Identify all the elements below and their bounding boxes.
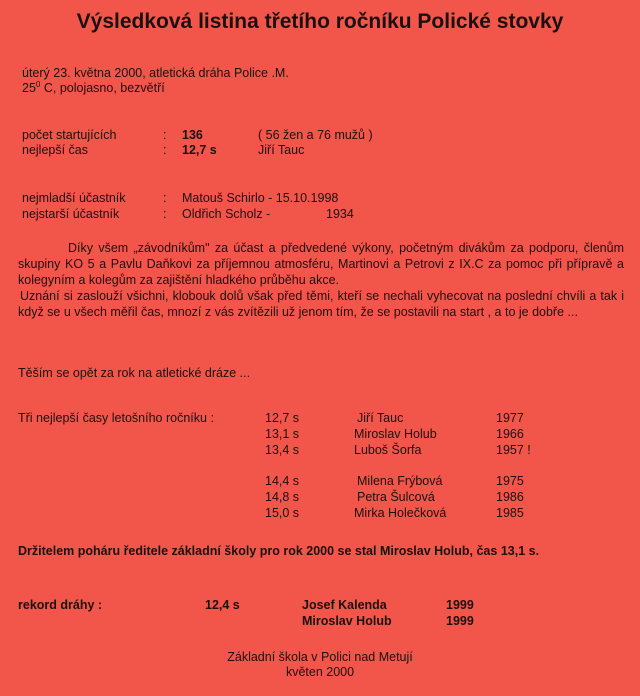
record-time: 12,4 s (205, 598, 240, 612)
record-holder-year: 1999 (446, 614, 474, 628)
cup-holder-text: Držitelem poháru ředitele základní školy pro rok 2000 se stal Miroslav Holub, čas 13,1 s. (18, 544, 540, 558)
men-year: 1966 (496, 427, 524, 441)
best-time-colon: : (163, 143, 167, 157)
thanks-text (18, 240, 624, 320)
best-times-label: Tři nejlepší časy letošního ročníku : (18, 411, 214, 425)
women-year: 1985 (496, 506, 524, 520)
starters-value: 136 (182, 128, 203, 142)
oldest-year: 1934 (326, 207, 354, 221)
starters-label: počet startujících (22, 128, 117, 142)
women-time: 14,4 s (265, 474, 300, 488)
women-name: Petra Šulcová (357, 490, 435, 504)
women-name: Milena Frýbová (357, 474, 443, 488)
record-holder-name: Miroslav Holub (302, 614, 392, 628)
temperature-value: 25 (22, 81, 36, 95)
best-time-name: Jiří Tauc (258, 143, 305, 157)
footer-school: Základní škola v Polici nad Metují (227, 650, 413, 664)
men-year: 1977 (496, 411, 524, 425)
men-name: Jiří Tauc (357, 411, 404, 425)
youngest-value: Matouš Schirlo - 15.10.1998 (182, 191, 339, 205)
women-name: Mirka Holečková (354, 506, 447, 520)
see-you-text: Těším se opět za rok na atletické dráze ... (18, 366, 251, 380)
starters-detail: ( 56 žen a 76 mužů ) (258, 128, 373, 142)
recognition-paragraph: Uznání si zaslouží všichni, klobouk dolů však před těmi, kteří se nechali vyhecovat na poslední chvíli a tak i když se u všech měřil čas, mnozí z vás zvítězili už jenom tím, že se postavili na start , a to je dobře ... (18, 289, 624, 319)
youngest-label: nejmladší účastník (22, 191, 126, 205)
oldest-label: nejstarší účastník (22, 207, 120, 221)
best-time-value: 12,7 s (182, 143, 217, 157)
thanks-paragraph: Díky všem „závodníkům" za účast a předvedené výkony, početným divákům za podporu, členům skupiny KO 5 a Pavlu Daňkovi za příjemnou atmosféru, Martinovi a Petrovi z IX.C za pomoc při přípravě a kolegyním a kolegům za zajištění hladkého průběhu akce. (18, 241, 624, 287)
page-title: Výsledková listina třetího ročníku Polické stovky (76, 10, 564, 33)
men-year: 1957 ! (496, 443, 531, 457)
women-year: 1975 (496, 474, 524, 488)
women-time: 15,0 s (265, 506, 300, 520)
weather-description: C, polojasno, bezvětří (43, 81, 165, 95)
men-name: Luboš Šorfa (354, 443, 422, 457)
record-holder-year: 1999 (446, 598, 474, 612)
starters-colon: : (163, 128, 167, 142)
men-time: 13,1 s (265, 427, 300, 441)
men-name: Miroslav Holub (354, 427, 437, 441)
youngest-colon: : (163, 191, 167, 205)
men-time: 12,7 s (265, 411, 300, 425)
record-holder-name: Josef Kalenda (302, 598, 387, 612)
men-time: 13,4 s (265, 443, 300, 457)
degree-sign: 0 (35, 79, 41, 89)
oldest-name: Oldřich Scholz - (182, 207, 271, 221)
women-year: 1986 (496, 490, 524, 504)
event-date-venue: úterý 23. května 2000, atletická dráha Police .M. (22, 66, 289, 80)
event-weather (22, 81, 165, 96)
women-time: 14,8 s (265, 490, 300, 504)
footer-date: květen 2000 (285, 665, 355, 679)
best-time-label: nejlepší čas (22, 143, 89, 157)
record-label: rekord dráhy : (18, 598, 103, 612)
oldest-colon: : (163, 207, 167, 221)
